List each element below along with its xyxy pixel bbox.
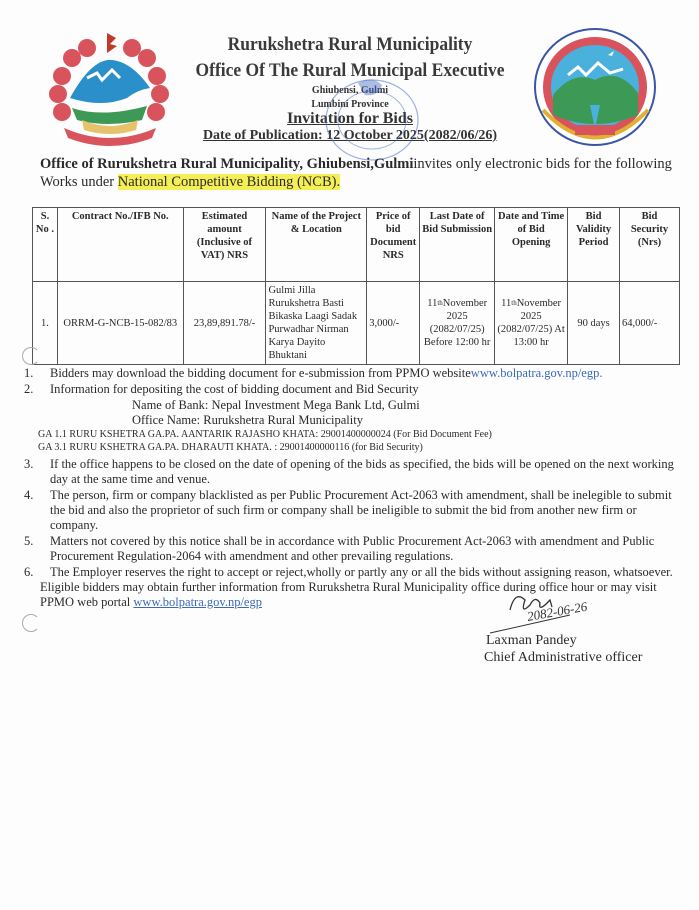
col-last-date: Last Date of Bid Submission [420, 208, 495, 282]
col-price-doc: Price of bid Document NRS [367, 208, 420, 282]
office-name: Office Of The Rural Municipal Executive [195, 60, 505, 81]
table-header-row [33, 208, 680, 282]
bolpatra-link[interactable]: www.bolpatra.gov.np/egp [470, 366, 600, 380]
bank-name: Name of Bank: Nepal Investment Mega Bank Ltd, Gulmi [132, 398, 420, 412]
ppmo-portal-link[interactable]: www.bolpatra.gov.np/egp [133, 595, 262, 609]
signatory-name: Laxman Pandey [486, 633, 577, 648]
note-1: 1. Bidders may download the bidding document for e-submission from PPMO websitewww.bolpatra.gov.np/egp. [24, 366, 603, 380]
notes-list [22, 366, 682, 610]
cell-validity: 90 days [568, 282, 620, 365]
cell-opening: 11thNovember 2025 (2082/07/25) At 13:00 hr [495, 282, 568, 365]
col-estimated-amount: Estimated amount (Inclusive of VAT) NRS [183, 208, 266, 282]
signature-date: 2082-06-26 [525, 598, 589, 624]
intro-text: invites only electronic bids for the following Works under [40, 156, 672, 190]
cell-project-name: Gulmi Jilla Rurukshetra Basti Bikaska Laagi Sadak Purwadhar Nirman Karya Dayito Bhuktani [266, 282, 367, 365]
org-name: Rurukshetra Rural Municipality [227, 34, 473, 55]
col-project-name: Name of the Project & Location [266, 208, 367, 282]
intro-paragraph: Office of Rurukshetra Rural Municipality, Ghiubensi,Gulmiinvites only electronic bids for the following Works under National Competitive Bidding (NCB). [40, 156, 672, 190]
office-seal-stamp [320, 75, 425, 165]
cell-sno: 1. [33, 282, 58, 365]
document-title: Invitation for Bids [287, 110, 413, 127]
location: Ghiubensi, Gulmi [311, 85, 389, 96]
signatory-title: Chief Administrative officer [484, 650, 643, 665]
col-security: Bid Security (Nrs) [620, 208, 680, 282]
cell-last-date: 11thNovember 2025 (2082/07/25) Before 12:00 hr [420, 282, 495, 365]
province: Lumbini Province [311, 99, 389, 110]
col-validity: Bid Validity Period [568, 208, 620, 282]
note-6-continuation: Eligible bidders may obtain further information from Rurukshetra Rural Municipality office during office hour or may visit PPMO web portal www.bolpatra.gov.np/egp [40, 580, 657, 609]
publication-date: Date of Publication: 12 October 2025(2082/06/26) [202, 128, 498, 143]
cell-estimated-amount: 23,89,891.78/- [183, 282, 266, 365]
office-name-bank: Office Name: Rurukshetra Rural Municipality [132, 413, 363, 427]
note-5: 5. Matters not covered by this notice shall be in accordance with Public Procurement Act-2063 with amendment and Public Procurement Regulation-2064 with amendment and other prevailing regulations. [24, 534, 655, 563]
intro-office: Office of Rurukshetra Rural Municipality, Ghiubensi,Gulmi [40, 156, 414, 172]
note-3: 3. If the office happens to be closed on the date of opening of the bids as specified, the bids will be opened on the next working day at the same time and venue. [24, 457, 674, 486]
ncb-highlight: National Competitive Bidding (NCB) [117, 174, 337, 190]
col-opening: Date and Time of Bid Opening [495, 208, 568, 282]
punch-hole-mark [22, 614, 40, 632]
table-row [33, 282, 680, 365]
cell-security: 64,000/- [620, 282, 680, 365]
cell-price-doc: 3,000/- [367, 282, 420, 365]
note-2: 2. Information for depositing the cost of bidding document and Bid Security [24, 382, 419, 396]
col-sno: S. No . [33, 208, 58, 282]
bids-table [32, 207, 680, 365]
signature [480, 585, 680, 640]
note-4: 4. The person, firm or company blacklisted as per Public Procurement Act-2063 with amendment, shall be inelegible to submit the bid and also the proprietor of such firm or company shall be ineligible to submit the bid from another new firm or company. [24, 488, 672, 532]
account-doc-fee: GA 1.1 RURU KSHETRA GA.PA. AANTARIK RAJASHO KHATA: 29001400000024 (For Bid Document Fee) [38, 429, 492, 440]
col-contract-no: Contract No./IFB No. [57, 208, 183, 282]
note-6: 6. The Employer reserves the right to accept or reject,wholly or partly any or all the bids without assigning reason, whatsoever. [24, 565, 673, 579]
punch-hole-mark [22, 347, 40, 365]
account-bid-security: GA 3.1 RURU KSHETRA GA.PA. DHARAUTI KHATA. : 29001400000116 (for Bid Security) [38, 442, 423, 453]
cell-contract-no: ORRM-G-NCB-15-082/83 [57, 282, 183, 365]
